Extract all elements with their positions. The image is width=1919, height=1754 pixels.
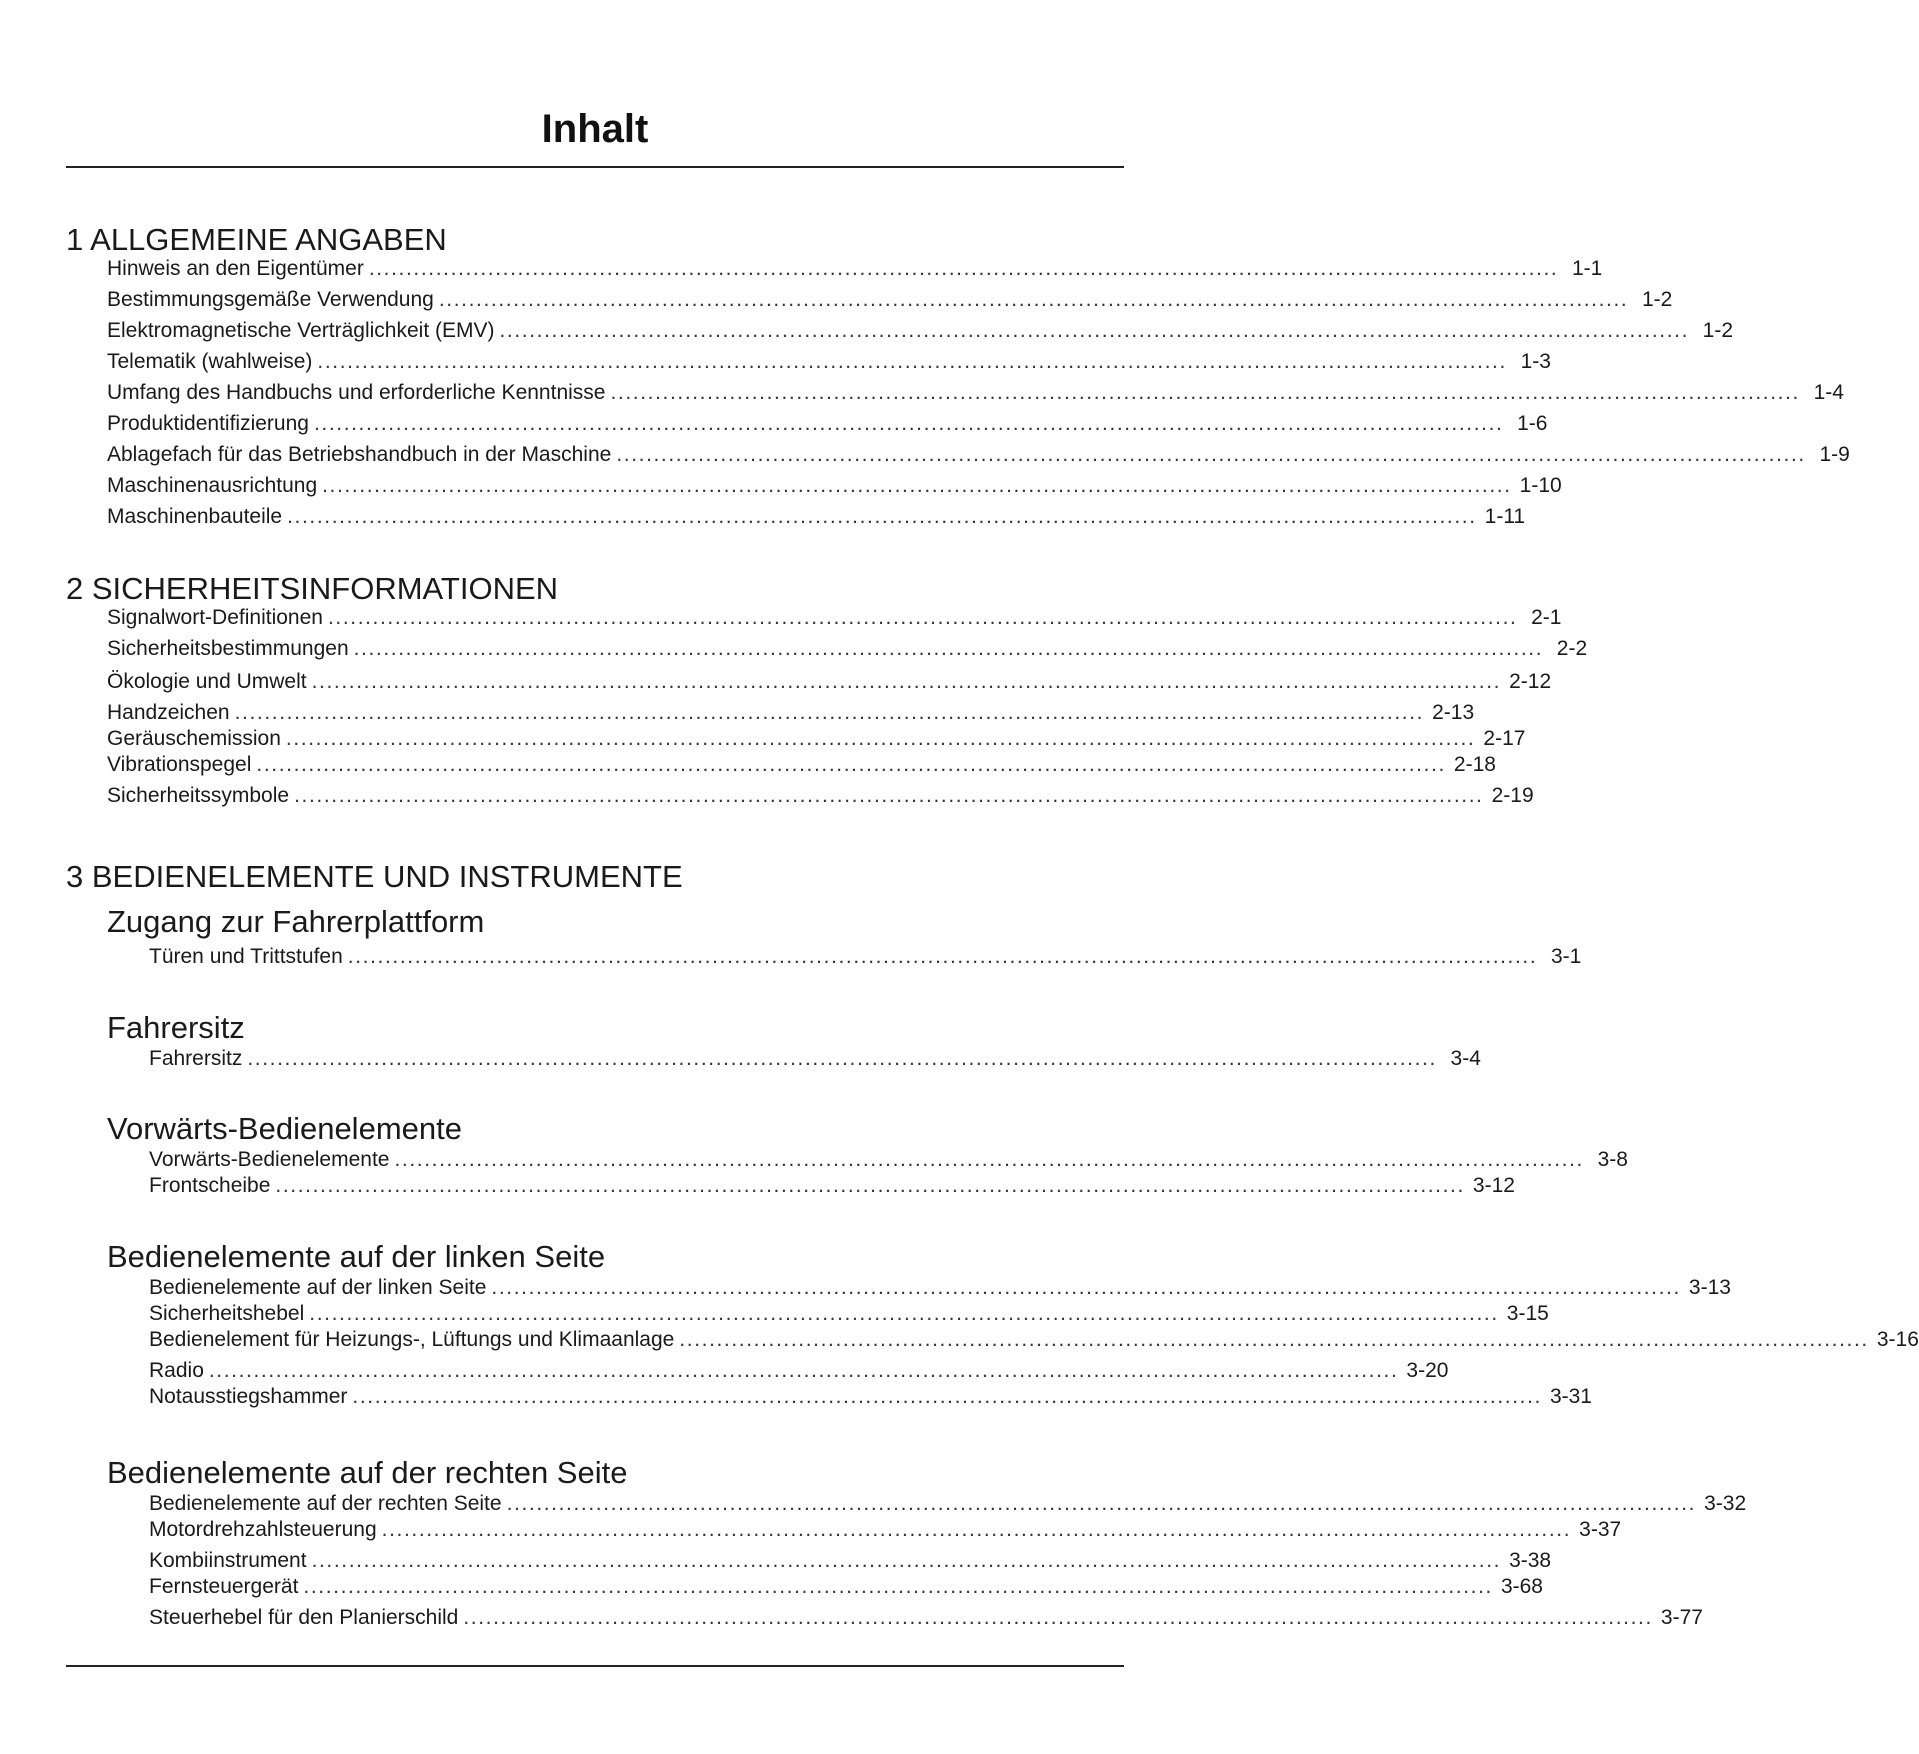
toc-entry[interactable] [107, 380, 1844, 406]
toc-entry-title: Ökologie und Umwelt [107, 670, 307, 693]
toc-entry-page: 3-38 [1509, 1549, 1552, 1572]
toc-entry-title: Fernsteuergerät [149, 1575, 299, 1598]
dot-leader: ................................................................................................................................................................ [256, 753, 1446, 776]
toc-entry-title: Sicherheitshebel [149, 1302, 305, 1325]
toc-entry-page: 3-77 [1660, 1606, 1703, 1629]
dot-leader: ................................................................................................................................................................ [234, 701, 1425, 724]
section-heading: 2 SICHERHEITSINFORMATIONEN [66, 571, 559, 606]
toc-entry[interactable] [107, 504, 1526, 530]
dot-leader: ................................................................................................................................................................ [327, 606, 1518, 629]
dot-leader: ................................................................................................................................................................ [463, 1606, 1653, 1629]
dot-leader: ................................................................................................................................................................ [294, 784, 1484, 807]
toc-entry-title: Telematik (wahlweise) [107, 350, 313, 373]
toc-entry[interactable] [107, 318, 1734, 344]
toc-entry-title: Bedienelemente auf der rechten Seite [149, 1492, 502, 1515]
dot-leader: ................................................................................................................................................................ [313, 412, 1504, 435]
toc-entry-page: 3-13 [1688, 1276, 1731, 1299]
toc-entry-page: 2-13 [1432, 701, 1475, 724]
toc-entry[interactable] [149, 1517, 1622, 1543]
toc-entry[interactable] [149, 944, 1582, 970]
dot-leader: ................................................................................................................................................................ [368, 257, 1559, 280]
toc-entry-title: Geräuschemission [107, 727, 281, 750]
dot-leader: ................................................................................................................................................................ [381, 1518, 1572, 1541]
toc-entry[interactable] [107, 752, 1496, 778]
dot-leader: ................................................................................................................................................................ [347, 945, 1538, 968]
toc-entry-page: 2-1 [1531, 606, 1562, 629]
dot-leader: ................................................................................................................................................................ [208, 1359, 1399, 1382]
dot-leader: ................................................................................................................................................................ [491, 1276, 1681, 1299]
toc-entry-page: 3-1 [1550, 945, 1582, 968]
toc-entry-title: Bedienelemente auf der linken Seite [149, 1276, 487, 1299]
toc-entry-page: 1-6 [1517, 412, 1548, 435]
toc-entry[interactable] [149, 1358, 1449, 1384]
page-title: Inhalt [541, 107, 649, 151]
dot-leader: ................................................................................................................................................................ [394, 1148, 1584, 1171]
subsection-heading: Bedienelemente auf der rechten Seite [107, 1455, 628, 1490]
toc-entry-page: 3-12 [1472, 1174, 1515, 1197]
toc-entry-title: Umfang des Handbuchs und erforderliche Kenntnisse [107, 381, 606, 404]
toc-entry-title: Notausstiegshammer [149, 1385, 348, 1408]
subsection-heading: Zugang zur Fahrerplattform [107, 904, 485, 939]
toc-entry-page: 3-16 [1876, 1328, 1919, 1351]
toc-entry-title: Vibrationspegel [107, 753, 252, 776]
toc-entry-title: Produktidentifizierung [107, 412, 309, 435]
toc-entry-title: Kombiinstrument [149, 1549, 307, 1572]
dot-leader: ................................................................................................................................................................ [616, 443, 1806, 466]
toc-entry[interactable] [107, 726, 1526, 752]
toc-entry[interactable] [107, 411, 1548, 437]
toc-entry-page: 2-18 [1453, 753, 1496, 776]
toc-entry[interactable] [107, 636, 1588, 662]
toc-entry-title: Steuerhebel für den Planierschild [149, 1606, 459, 1629]
toc-entry-title: Ablagefach für das Betriebshandbuch in der Maschine [107, 443, 612, 466]
bottom-divider [66, 1665, 1124, 1667]
dot-leader: ................................................................................................................................................................ [309, 1302, 1499, 1325]
toc-entry-page: 2-19 [1491, 784, 1534, 807]
toc-entry[interactable] [149, 1301, 1549, 1327]
toc-entry-title: Bestimmungsgemäße Verwendung [107, 288, 434, 311]
toc-entry-title: Elektromagnetische Verträglichkeit (EMV) [107, 319, 495, 342]
dot-leader: ................................................................................................................................................................ [311, 1549, 1502, 1572]
toc-entry-title: Maschinenbauteile [107, 505, 283, 528]
toc-entry-page: 2-2 [1556, 637, 1588, 660]
toc-entry-title: Vorwärts-Bedienelemente [149, 1148, 390, 1171]
toc-entry[interactable] [149, 1173, 1515, 1199]
toc-entry[interactable] [107, 442, 1850, 468]
toc-entry-title: Sicherheitssymbole [107, 784, 290, 807]
dot-leader: ................................................................................................................................................................ [499, 319, 1690, 342]
toc-entry-page: 1-10 [1519, 474, 1562, 497]
toc-entry[interactable] [149, 1147, 1628, 1173]
toc-entry-page: 1-9 [1819, 443, 1850, 466]
dot-leader: ................................................................................................................................................................ [275, 1174, 1465, 1197]
toc-entry-page: 1-4 [1813, 381, 1844, 404]
toc-entry-title: Fahrersitz [149, 1047, 243, 1070]
toc-entry-title: Sicherheitsbestimmungen [107, 637, 349, 660]
dot-leader: ................................................................................................................................................................ [610, 381, 1800, 404]
toc-entry-page: 3-32 [1704, 1492, 1747, 1515]
toc-entry-page: 2-17 [1483, 727, 1526, 750]
toc-entry-page: 1-11 [1484, 505, 1526, 528]
toc-entry-page: 2-12 [1509, 670, 1552, 693]
toc-entry-page: 3-31 [1549, 1385, 1592, 1408]
toc-entry[interactable] [149, 1605, 1703, 1631]
toc-entry[interactable] [149, 1574, 1543, 1600]
toc-entry-title: Frontscheibe [149, 1174, 271, 1197]
toc-entry-title: Türen und Trittstufen [149, 945, 343, 968]
toc-entry-title: Handzeichen [107, 701, 230, 724]
toc-entry-page: 3-8 [1597, 1148, 1628, 1171]
toc-entry-title: Radio [149, 1359, 204, 1382]
toc-entry[interactable] [107, 349, 1551, 375]
toc-entry-page: 3-37 [1579, 1518, 1622, 1541]
toc-entry[interactable] [149, 1548, 1552, 1574]
dot-leader: ................................................................................................................................................................ [317, 350, 1507, 373]
toc-entry-page: 3-20 [1406, 1359, 1449, 1382]
toc-entry[interactable] [107, 287, 1673, 313]
toc-entry-page: 3-15 [1506, 1302, 1549, 1325]
toc-entry-page: 3-4 [1450, 1047, 1481, 1070]
toc-entry-page: 1-3 [1520, 350, 1551, 373]
dot-leader: ................................................................................................................................................................ [247, 1047, 1437, 1070]
toc-entry-title: Hinweis an den Eigentümer [107, 257, 364, 280]
toc-entry[interactable] [107, 700, 1475, 726]
dot-leader: ................................................................................................................................................................ [679, 1328, 1869, 1351]
toc-entry[interactable] [149, 1275, 1731, 1301]
toc-entry[interactable] [107, 669, 1552, 695]
toc-entry[interactable] [107, 605, 1562, 631]
dot-leader: ................................................................................................................................................................ [506, 1492, 1697, 1515]
dot-leader: ................................................................................................................................................................ [311, 670, 1502, 693]
toc-entry[interactable] [149, 1046, 1481, 1072]
toc-entry-page: 1-2 [1702, 319, 1734, 342]
subsection-heading: Vorwärts-Bedienelemente [107, 1111, 462, 1146]
toc-entry-page: 1-1 [1571, 257, 1603, 280]
subsection-heading: Fahrersitz [107, 1010, 245, 1045]
toc-entry[interactable] [149, 1384, 1592, 1410]
section-heading: 3 BEDIENELEMENTE UND INSTRUMENTE [66, 859, 683, 894]
dot-leader: ................................................................................................................................................................ [303, 1575, 1493, 1598]
dot-leader: ................................................................................................................................................................ [322, 474, 1512, 497]
toc-entry[interactable] [149, 1491, 1747, 1517]
toc-entry-title: Bedienelement für Heizungs-, Lüftungs und Klimaanlage [149, 1328, 675, 1351]
toc-entry-title: Signalwort-Definitionen [107, 606, 323, 629]
toc-entry[interactable] [149, 1327, 1919, 1353]
toc-entry[interactable] [107, 256, 1603, 282]
toc-entry-title: Motordrehzahlsteuerung [149, 1518, 377, 1541]
dot-leader: ................................................................................................................................................................ [352, 1385, 1542, 1408]
dot-leader: ................................................................................................................................................................ [287, 505, 1477, 528]
dot-leader: ................................................................................................................................................................ [353, 637, 1544, 660]
dot-leader: ................................................................................................................................................................ [285, 727, 1476, 750]
dot-leader: ................................................................................................................................................................ [438, 288, 1629, 311]
toc-entry-title: Maschinenausrichtung [107, 474, 318, 497]
toc-entry[interactable] [107, 473, 1562, 499]
top-divider [66, 166, 1124, 168]
section-heading: 1 ALLGEMEINE ANGABEN [66, 222, 447, 257]
toc-entry-page: 3-68 [1500, 1575, 1543, 1598]
toc-entry[interactable] [107, 783, 1534, 809]
subsection-heading: Bedienelemente auf der linken Seite [107, 1239, 606, 1274]
toc-entry-page: 1-2 [1642, 288, 1673, 311]
